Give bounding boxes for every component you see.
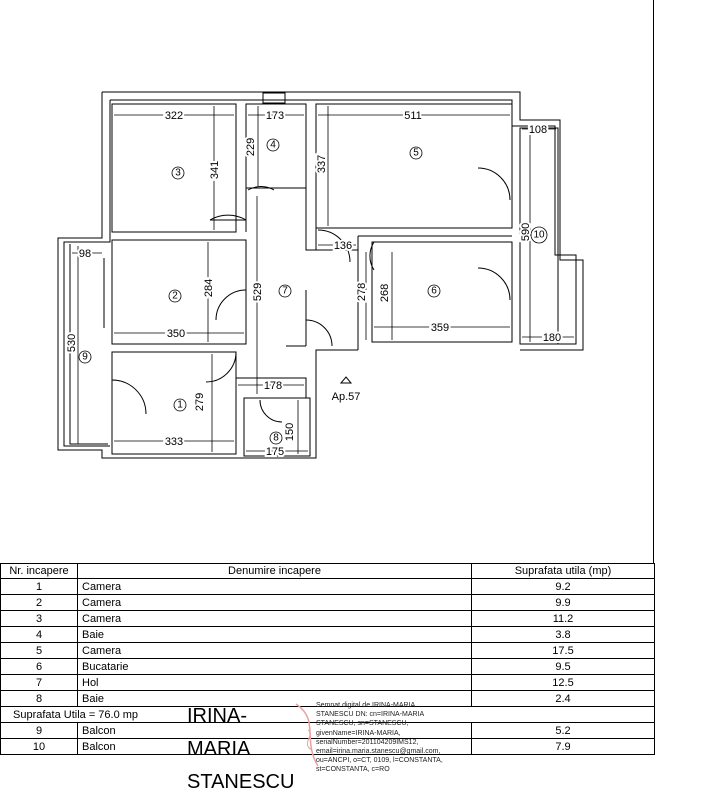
dim-r10-width: 108: [528, 124, 548, 136]
header-name: Denumire incapere: [78, 564, 472, 579]
cell-area: 2.4: [472, 691, 655, 707]
dim-r10-bottom: 180: [542, 332, 562, 344]
dim-r1-width: 333: [164, 436, 184, 448]
table-row: [1, 595, 655, 611]
dim-r6-left-height: 278: [356, 282, 368, 302]
dim-r4-height: 229: [245, 137, 257, 157]
cell-area: 9.5: [472, 659, 655, 675]
signature-details: Semnat digital de IRINA-MARIA STANESCU DN: cn=IRINA-MARIA STANESCU, sn=STANESCU, givenName=IRINA-MARIA, serialNumber=201104209IMS12, email=irina.maria.stanescu@gmail.com, ou=ANCPI, o=CT, 0109, l=CONSTANTA, st=CONSTANTA, c=RO: [316, 702, 443, 774]
cell-name: Hol: [78, 675, 472, 691]
cell-nr: 5: [1, 643, 78, 659]
header-nr: Nr. incapere: [1, 564, 78, 579]
cell-area: 9.2: [472, 579, 655, 595]
dim-r8-width: 175: [265, 446, 285, 458]
room-number-10: 10: [533, 229, 545, 241]
cell-area: 9.9: [472, 595, 655, 611]
cell-area: 12.5: [472, 675, 655, 691]
dim-r6-width: 359: [430, 322, 450, 334]
dim-r2-height: 284: [203, 278, 215, 298]
cell-nr: 3: [1, 611, 78, 627]
table-row: [1, 675, 655, 691]
total-area: Suprafata Utila = 76.0 mp: [1, 707, 655, 723]
cell-nr: 8: [1, 691, 78, 707]
table-row: [1, 611, 655, 627]
cell-nr: 2: [1, 595, 78, 611]
dim-r5-height: 337: [316, 154, 328, 174]
room-number-8: 8: [273, 432, 279, 444]
table-header-row: [1, 564, 655, 579]
cell-name: Bucatarie: [78, 659, 472, 675]
cell-area: 11.2: [472, 611, 655, 627]
dim-r3-width: 322: [164, 110, 184, 122]
dim-r3-height: 341: [209, 160, 221, 180]
dim-corridor-width: 136: [333, 240, 353, 252]
cell-name: Camera: [78, 595, 472, 611]
signer-name: IRINA- MARIA STANESCU: [187, 705, 295, 793]
dim-r4-width: 173: [265, 110, 285, 122]
table-row: [1, 627, 655, 643]
room-number-1: 1: [177, 399, 183, 411]
table-row: [1, 579, 655, 595]
cell-nr: 7: [1, 675, 78, 691]
cell-name: Balcon: [78, 739, 472, 755]
cell-name: Camera: [78, 579, 472, 595]
cell-name: Balcon: [78, 723, 472, 739]
cell-nr: 1: [1, 579, 78, 595]
dim-r1-height: 279: [194, 392, 206, 412]
dim-r2-width: 350: [166, 328, 186, 340]
cell-area: 17.5: [472, 643, 655, 659]
cell-name: Baie: [78, 627, 472, 643]
cell-area: 5.2: [472, 723, 655, 739]
apartment-label: Ap.57: [331, 391, 361, 403]
dim-r8-height: 150: [284, 422, 296, 442]
room-number-2: 2: [172, 290, 178, 302]
cell-area: 3.8: [472, 627, 655, 643]
cell-nr: 9: [1, 723, 78, 739]
cell-name: Camera: [78, 643, 472, 659]
table-row: [1, 643, 655, 659]
room-number-3: 3: [175, 167, 181, 179]
room-number-4: 4: [270, 139, 276, 151]
dim-r10-height: 590: [520, 222, 532, 242]
table-row: [1, 659, 655, 675]
dim-r6-height: 268: [379, 283, 391, 303]
room-number-5: 5: [413, 147, 419, 159]
header-area: Suprafata utila (mp): [472, 564, 655, 579]
dim-r9-height: 530: [66, 333, 78, 353]
cell-nr: 6: [1, 659, 78, 675]
dim-r5-width: 511: [404, 110, 422, 122]
cell-area: 7.9: [472, 739, 655, 755]
room-number-9: 9: [82, 351, 88, 363]
room-number-6: 6: [431, 285, 437, 297]
cell-name: Baie: [78, 691, 472, 707]
dim-hall-width: 178: [263, 380, 283, 392]
dim-r7-height: 529: [252, 282, 264, 302]
cell-nr: 10: [1, 739, 78, 755]
cell-name: Camera: [78, 611, 472, 627]
dim-r2-left: 98: [78, 248, 92, 260]
cell-nr: 4: [1, 627, 78, 643]
room-number-7: 7: [282, 285, 288, 297]
